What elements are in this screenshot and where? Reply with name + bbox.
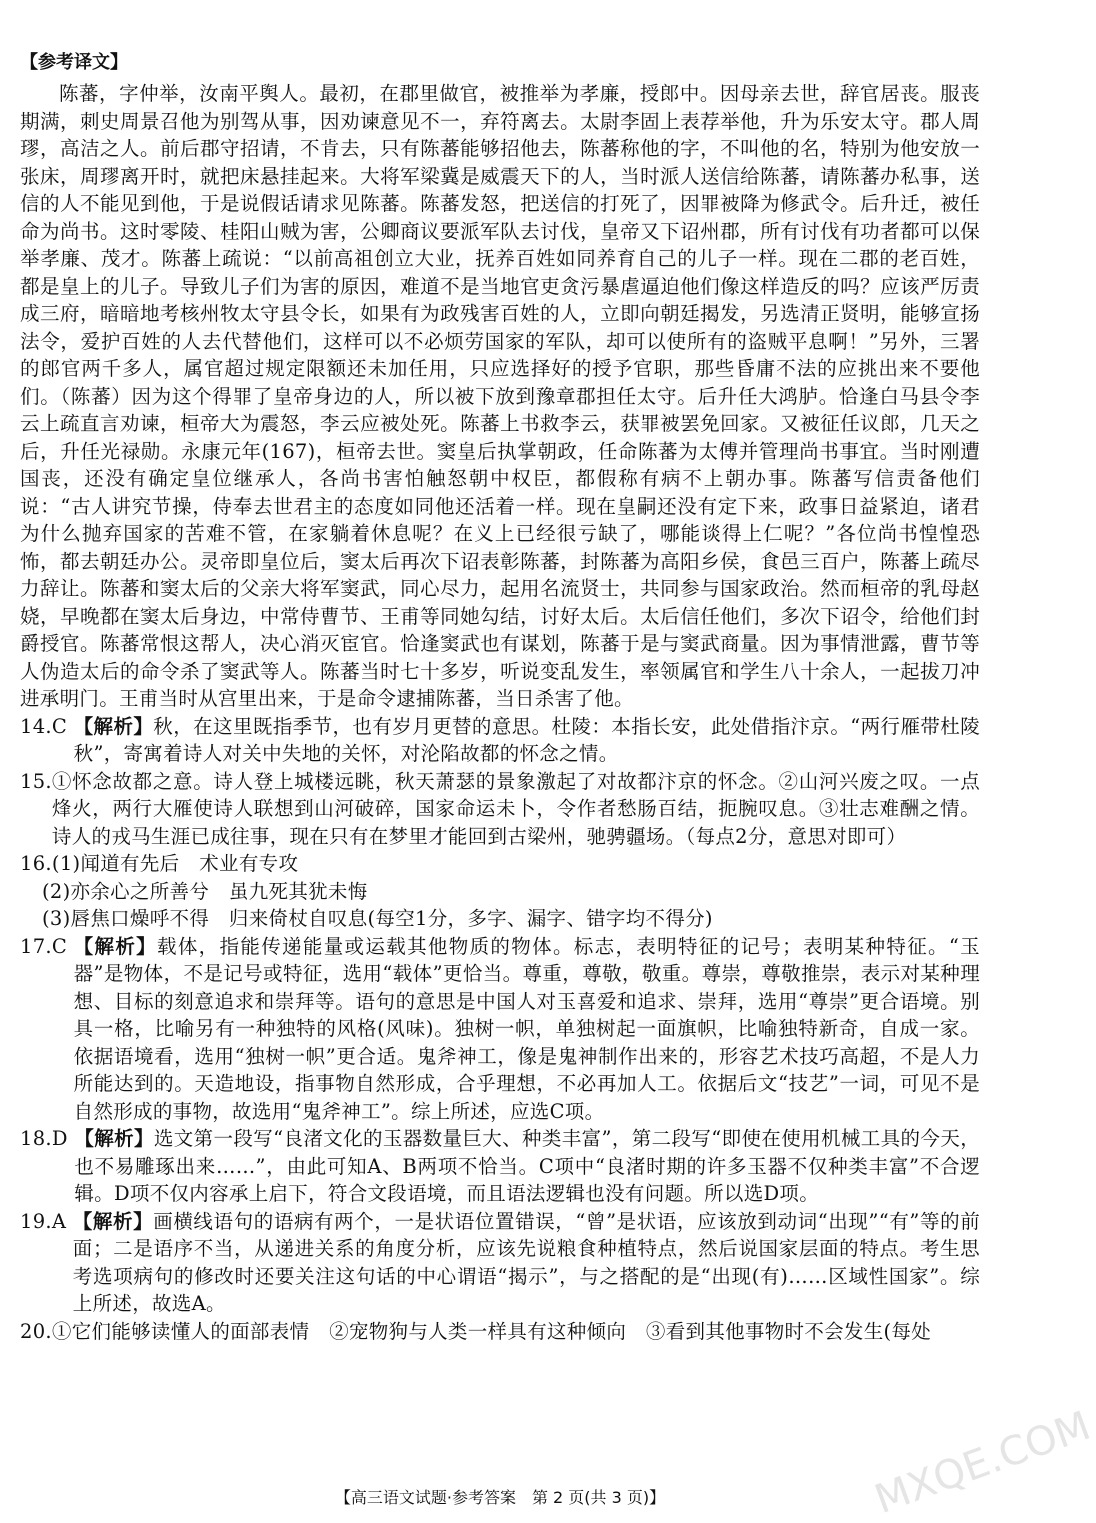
answer-body [74, 713, 980, 768]
watermark: MXQE.COM [868, 1402, 1096, 1523]
analysis-text: 选文第一段写“良渚文化的玉器数量巨大、种类丰富”，第二段写“即使在使用机械工具的今天，也不易雕琢出来……”，由此可知A、B两项不恰当。C项中“良渚时期的许多玉器不仅种类丰富”不合逻辑。D项不仅内容承上启下，符合文段语境，而且语法逻辑也没有问题。所以选D项。 [74, 1127, 980, 1205]
analysis-tag: 【解析】 [73, 714, 154, 738]
question-number: 18.D [20, 1127, 75, 1150]
page-footer: 【高三语文试题·参考答案 第 2 页(共 3 页)】 [334, 1488, 666, 1507]
answer-body [74, 933, 980, 1126]
answer-18 [20, 1125, 980, 1208]
section-heading: 【参考译文】 [20, 52, 128, 73]
question-number: 16. [20, 852, 52, 875]
answer-19 [20, 1208, 980, 1318]
answer-line: (1)闻道有先后 术业有专攻 [51, 852, 299, 875]
question-number: 17.C [20, 934, 74, 958]
answer-line: (3)唇焦口燥呼不得 归来倚杖自叹息(每空1分，多字、漏字、错字均不得分) [42, 907, 713, 930]
answer-page [20, 52, 980, 1345]
analysis-tag: 【解析】 [72, 1209, 154, 1233]
answer-body [73, 1208, 980, 1318]
analysis-text: 秋，在这里既指季节，也有岁月更替的意思。杜陵：本指长安，此处借指汴京。“两行雁带杜陵秋”，寄寓着诗人对关中失地的关怀，对沦陷故都的怀念之情。 [73, 714, 980, 765]
question-number: 15. [20, 769, 52, 793]
analysis-text: 画横线语句的语病有两个，一是状语位置错误，“曾”是状语，应该放到动词“出现”“有”等的前面；二是语序不当，从递进关系的角度分析，应该先说粮食种植特点，然后说国家层面的特点。考生思考选项病句的修改时还要关注这句话的中心谓语“揭示”，与之搭配的是“出现(有)……区域性国家”。综上所述，故选A。 [72, 1209, 981, 1315]
answer-17 [20, 933, 980, 1126]
answer-14 [20, 713, 980, 768]
answer-16 [20, 850, 980, 878]
answer-text: ①怀念故都之意。诗人登上城楼远眺，秋天萧瑟的景象激起了对故都汴京的怀念。②山河兴废之叹。一点烽火，两行大雁使诗人联想到山河破碎，国家命运未卜，令作者愁肠百结，扼腕叹息。③壮志难酬之情。诗人的戎马生涯已成往事，现在只有在梦里才能回到古梁州，驰骋疆场。（每点2分，意思对即可） [51, 769, 980, 848]
translation-paragraph: 陈蕃，字仲举，汝南平舆人。最初，在郡里做官，被推举为孝廉，授郎中。因母亲去世，辞官居丧。服丧期满，刺史周景召他为别驾从事，因劝谏意见不一，弃符离去。太尉李固上表荐举他，升为乐安太守。郡人周璆，高洁之人。前后郡守招请，不肯去，只有陈蕃能够招他去，陈蕃称他的字，不叫他的名，特别为他安放一张床，周璆离开时，就把床悬挂起来。大将军梁冀是威震天下的人，当时派人送信给陈蕃，请陈蕃办私事，送信的人不能见到他，于是说假话请求见陈蕃。陈蕃发怒，把送信的打死了，因罪被降为修武令。后升迁，被任命为尚书。这时零陵、桂阳山贼为害，公卿商议要派军队去讨伐，皇帝又下诏州郡，所有讨伐有功者都可以保举孝廉、茂才。陈蕃上疏说：“以前高祖创立大业，抚养百姓如同养育自己的儿子一样。现在二郡的老百姓，都是皇上的儿子。导致儿子们为害的原因，难道不是当地官吏贪污暴虐逼迫他们像这样造反的吗？应该严厉责成三府，暗暗地考核州牧太守县令长，如果有为政残害百姓的人，立即向朝廷揭发，另选清正贤明，能够宣扬法令，爱护百姓的人去代替他们，这样可以不必烦劳国家的军队，却可以使所有的盗贼平息啊！”另外，三署的郎官两千多人，属官超过规定限额还未加任用，只应选择好的授予官职，那些昏庸不法的应挑出来不要他们。（陈蕃）因为这个得罪了皇帝身边的人，所以被下放到豫章郡担任太守。后升任大鸿胪。恰逢白马县令李云上疏直言劝谏，桓帝大为震怒，李云应被处死。陈蕃上书救李云，获罪被罢免回家。又被征任议郎，几天之后，升任光禄勋。永康元年(167)，桓帝去世。窦皇后执掌朝政，任命陈蕃为太傅并管理尚书事宜。当时刚遭国丧，还没有确定皇位继承人，各尚书害怕触怒朝中权臣，都假称有病不上朝办事。陈蕃写信责备他们说：“古人讲究节操，侍奉去世君主的态度如同他还活着一样。现在皇嗣还没有定下来，政事日益紧迫，诸君为什么抛弃国家的苦难不管，在家躺着休息呢？在义上已经很亏缺了，哪能谈得上仁呢？”各位尚书惶惶恐怖，都去朝廷办公。灵帝即皇位后，窦太后再次下诏表彰陈蕃，封陈蕃为高阳乡侯，食邑三百户，陈蕃上疏尽力辞让。陈蕃和窦太后的父亲大将军窦武，同心尽力，起用名流贤士，共同参与国家政治。然而桓帝的乳母赵娆，早晚都在窦太后身边，中常侍曹节、王甫等同她勾结，讨好太后。太后信任他们，多次下诏令，给他们封爵授官。陈蕃常恨这帮人，决心消灭宦官。恰逢窦武也有谋划，陈蕃于是与窦武商量。因为事情泄露，曹节等人伪造太后的命令杀了窦武等人。陈蕃当时七十多岁，听说变乱发生，率领属官和学生八十余人，一起拔刀冲进承明门。王甫当时从宫里出来，于是命令逮捕陈蕃，当日杀害了他。 [20, 82, 980, 710]
answer-line: (2)亦余心之所善兮 虽九死其犹未悔 [42, 879, 368, 903]
answer-text: ①它们能够读懂人的面部表情 ②宠物狗与人类一样具有这种倾向 ③看到其他事物时不会发生(每处 [51, 1319, 932, 1343]
answer-20 [20, 1318, 980, 1346]
answer-15 [20, 768, 980, 851]
question-number: 19.A [20, 1209, 73, 1233]
question-number: 14.C [20, 714, 74, 738]
analysis-tag: 【解析】 [74, 1127, 154, 1150]
question-number: 20. [20, 1319, 52, 1343]
answer-body [74, 1125, 980, 1208]
analysis-text: 载体，指能传递能量或运载其他物质的物体。标志，表明特征的记号；表明某种特征。“玉器”是物体，不是记号或特征，选用“载体”更恰当。尊重，尊敬，敬重。尊崇，尊敬推崇，表示对某种理想、目标的刻意追求和崇拜等。语句的意思是中国人对玉喜爱和追求、崇拜，选用“尊崇”更合语境。别具一格，比喻另有一种独特的风格(风味)。独树一帜，单独树起一面旗帜，比喻独特新奇，自成一家。依据语境看，选用“独树一帜”更合适。鬼斧神工，像是鬼神制作出来的，形容艺术技巧高超，不是人力所能达到的。天造地设，指事物自然形成，合乎理想，不必再加人工。依据后文“技艺”一词，可见不是自然形成的事物，故选用“鬼斧神工”。综上所述，应选C项。 [73, 934, 980, 1123]
analysis-tag: 【解析】 [73, 934, 157, 958]
